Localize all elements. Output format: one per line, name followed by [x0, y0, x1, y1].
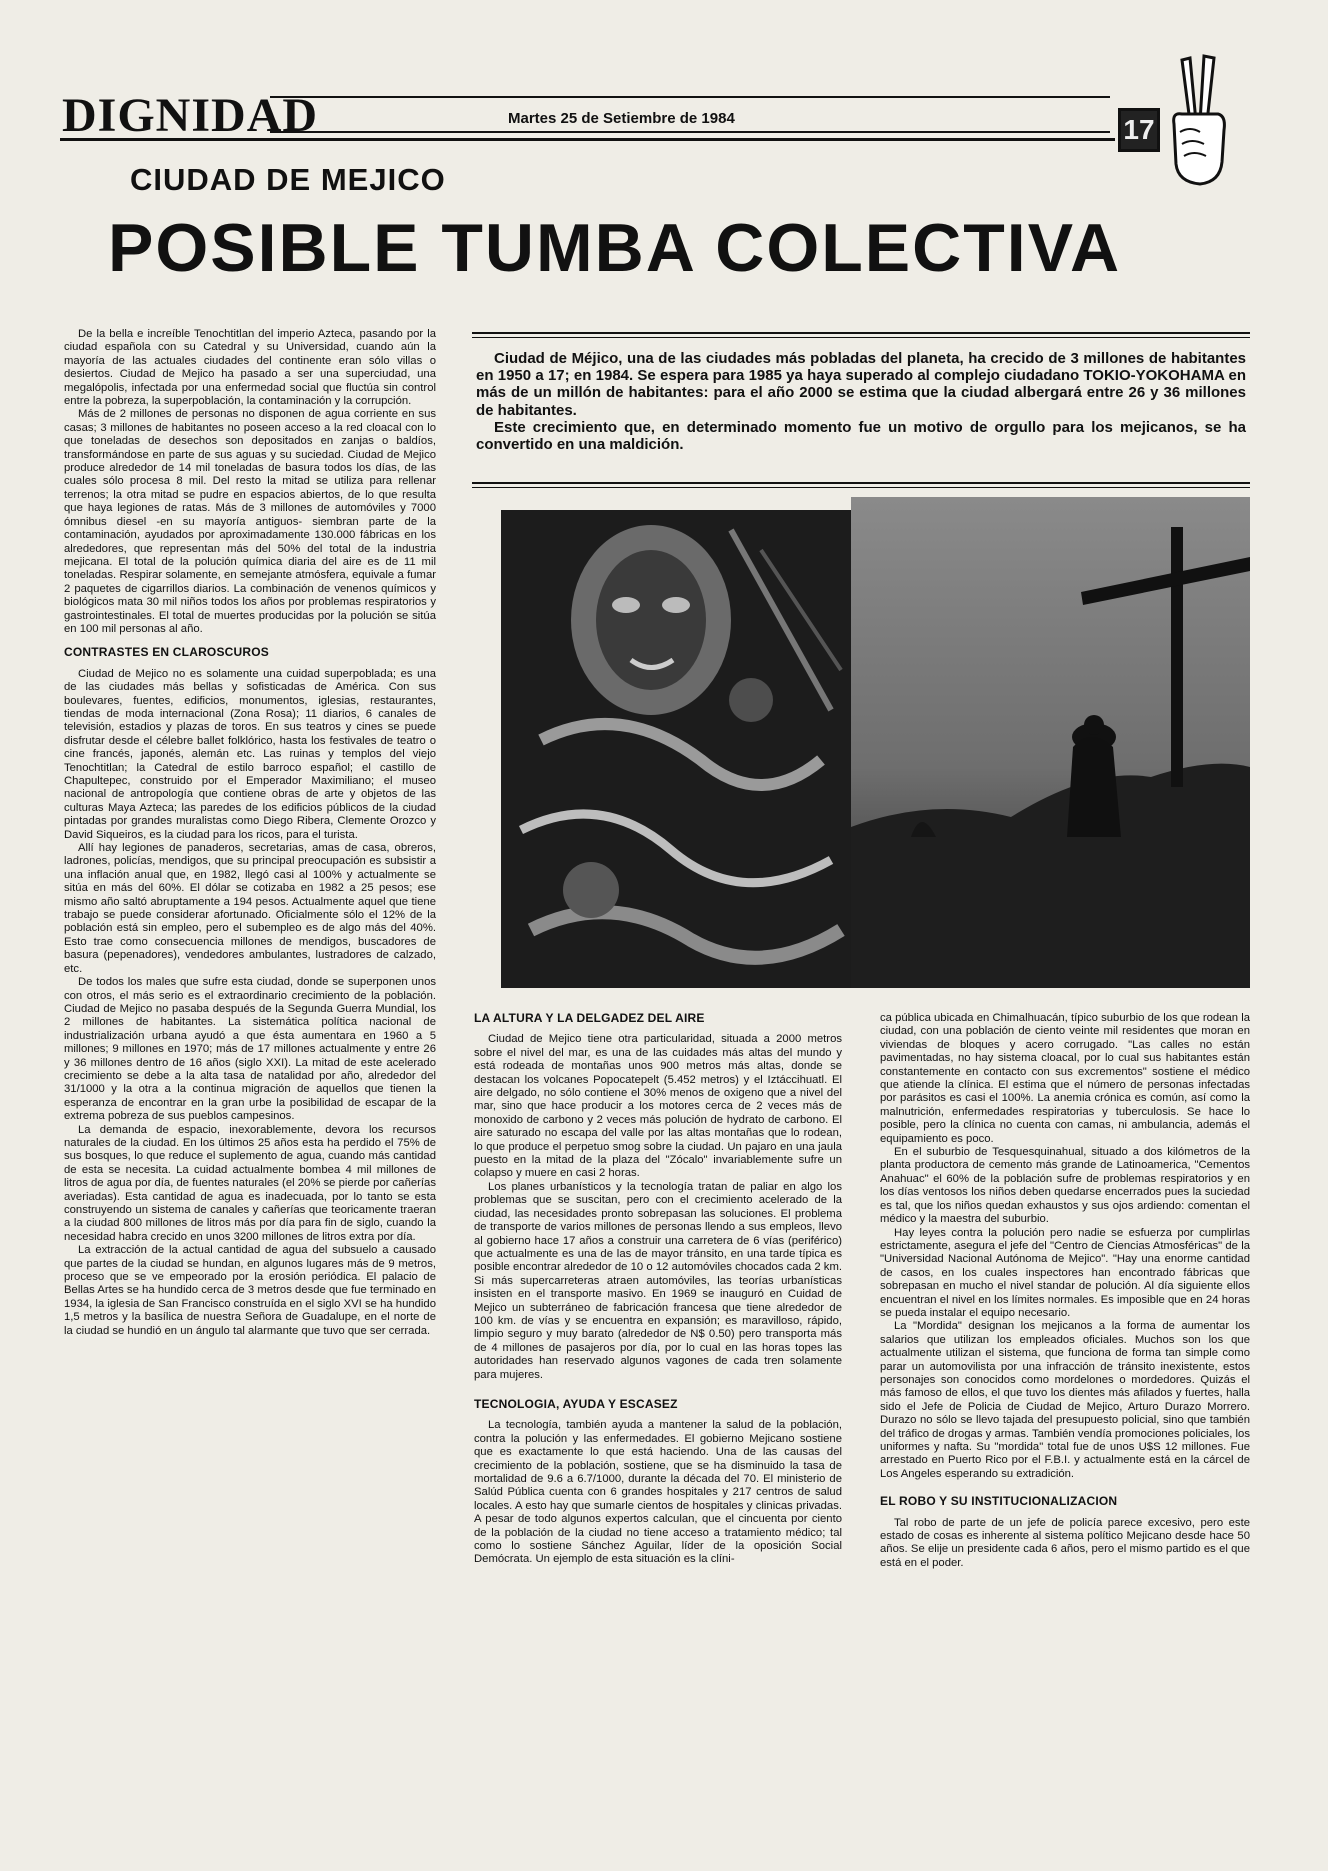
section-heading: EL ROBO Y SU INSTITUCIONALIZACION — [880, 1494, 1118, 1509]
paragraph: La extracción de la actual cantidad de agua del subsuelo a causado que partes de la ciudad se hundan, en algunos lugares más de 9 metros, proceso que se ve empeorado por la erosión periódica. El palacio de Bellas Artes se ha hundido cerca de 3 metros desde que fue terminado en 1934, la iglesia de San Francisco construída en el siglo XVI se ha hundido 1,5 metros y la basílica de nuestra Señora de Guadalupe, en el norte de la ciudad se hundió en un ángulo tal alarmante que tuvo que ser cerrada. — [64, 1244, 436, 1337]
lead-paragraph: Este crecimiento que, en determinado momento fue un motivo de orgullo para los mejicanos, se ha convertido en una maldición. — [476, 418, 1246, 454]
issue-date: Martes 25 de Setiembre de 1984 — [508, 110, 735, 127]
paragraph: De la bella e increíble Tenochtitlan del imperio Azteca, pasando por la ciudad española con su Catedral y su Universidad, cuando aún la mayoría de las actuales ciudades del continente eran sólo villas o desiertos. Ciudad de Mejico ha pasado a ser una superciudad, una megalópolis, infectada por una enfermedad social que fluctúa sin control entre la pobreza, la superpoblación, la contaminación y la corrupción. — [64, 328, 436, 408]
left-column — [64, 328, 436, 1338]
paragraph: Ciudad de Mejico no es solamente una cuidad superpoblada; es una de las ciudades más bellas y sofisticadas de América. Con sus boulevares, fuentes, edificios, monumentos, iglesias, restaurantes, tiendas de moda internacional (Zona Rosa); 11 diarios, 6 canales de televisión, estadios y plazas de toros. En sus teatros y cines se puede disfrutar desde el célebre ballet folklórico, hasta los festivales de teatro o cine francés, japonés, alemán etc. Las ruinas y templos del viejo Tenochtitlan; la Catedral de estilo barroco español; el castillo de Chapultepec, construido por el Emperador Maximiliano; el museo nacional de antropología que contiene obras de arte y objetos de las culturas Maya Azteca; las paredes de los edificios públicos de la ciudad pintadas por grandes muralistas como Diego Ribera, Clemente Orozco y David Siqueiros, es la ciudad para los ricos, para el turista. — [64, 667, 436, 841]
paragraph: Los planes urbanísticos y la tecnología tratan de paliar en algo los problemas que se suscitan, pero con el crecimiento acelerado de la ciudad, las necesidades pronto sobrepasan las soluciones. El problema de transporte de varios millones de personas llendo a sus empleos, llevo al gobierno hace 17 años a construir una carretera de 6 vías (periférico) que actualmente es una de las de mayor tránsito, en una tarde típica es posible encontrar alrededor de 10 o 12 automóviles chocados cada 2 km. Si más supercarreteras atraen automóviles, las teorías urbanísticas insisten en el transporte masivo. En 1969 se inauguró en Cuidad de Mejico un subterráneo de fabricación francesa que tiene alrededor de 100 km. de vías y se encuentra en expansión; es maravilloso, rápido, limpio seguro y muy barato (alrededor de N$ 0.50) pero transporta más de 4 millones de pasajeros por día, por lo cual en las horas topes las autoridades han reservado algunos vagones de cada tren solamente para mujeres. — [474, 1180, 842, 1381]
photo-mural — [501, 510, 851, 988]
paragraph: Tal robo de parte de un jefe de policía parece excesivo, pero este estado de cosas es inherente al sistema político Mejicano desde hace 50 años. Se elije un presidente cada 6 años, pero el mismo partido es el que está en el poder. — [880, 1516, 1250, 1569]
paragraph: La demanda de espacio, inexorablemente, devora los recursos naturales de la ciudad. En los últimos 25 años esta ha perdido el 75% de sus bosques, lo que reduce el suplemento de agua, cuando más cantidad de esta se necesita. La cuidad actualmente bombea 4 mil millones de litros de agua por día, de fuentes naturales (el 20% se pierde por cañerías averiadas). Esta cantidad de agua es inadecuada, por lo tanto se esta construyendo un sistema de canales y cañerías que teoricamente traeran a la ciudad 800 millones de litros más por día para fin de siglo, cuando la necesidad habra crecido en unos 3200 millones de litros extra por día. — [64, 1123, 436, 1243]
paragraph: De todos los males que sufre esta ciudad, donde se superponen unos con otros, el más serio es el extraordinario crecimiento de la población. Ciudad de Mejico no pasaba después de la Segunda Guerra Mundial, los 2 millones de habitantes. La sistemática política nacional de industrialización urbana ayudó a que ésta aumentara en 1960 a 5 millones; 9 millones en 1970; más de 17 millones actualmente y entre 26 y 36 millones dentro de 16 años (siglo XXI). La mitad de este acelerado crecimiento se debe a la alta tasa de natalidad por año, alrededor del 31/1000 y la otra a la continua migración de aquellos que tienen la esperanza de encontrar en la gran urbe la posibilidad de escapar de la extrema pobreza de sus pueblos campesinos. — [64, 976, 436, 1123]
lead-rule — [472, 332, 1250, 334]
lead-paragraph: Ciudad de Méjico, una de las ciudades más pobladas del planeta, ha crecido de 3 millones de habitantes en 1950 a 17; en 1984. Se espera para 1985 ya haya superado al complejo ciudadano TOKIO-YOKOHAMA en más de un millón de habitantes: para el año 2000 se estima que la ciudad albergará entre 26 y 36 millones de habitantes. — [476, 350, 1246, 419]
paragraph: Ciudad de Mejico tiene otra particularidad, situada a 2000 metros sobre el nivel del mar, es una de las cuidades más altas del mundo y está rodeada de montañas unos 900 metros más altas, donde se destacan los volcanes Popocatepelt (5.452 metros) y el Iztáccihuatl. El aire delgado, no sólo contiene el 30% menos de oxigeno que a nivel del mar, sino que hace producir a los motores cerca de 2 veces más de monoxido de carbono y 2 veces más polución de hydrato de carbono. El aire saturado no escapa del valle por las altas montañas que lo rodean, lo que produce el perpetuo smog sobre la ciudad. Un pajaro en una jaula puesto en la mitad de la plaza del "Zócalo" invariablemente sufre un colapso y muere en casi 2 horas. — [474, 1033, 842, 1180]
lead-rule — [472, 482, 1250, 484]
lead-rule — [472, 487, 1250, 488]
article-kicker: CIUDAD DE MEJICO — [130, 162, 446, 197]
paragraph: Allí hay legiones de panaderos, secretarias, amas de casa, obreros, ladrones, policías, mendigos, que su principal preocupación es subsistir a una inflación anual que, en 1982, llegó casi al 100% y actualmente se sitúa en más del 60%. El dólar se cotizaba en 1982 a 25 pesos; ese mismo año saltó abruptamente a 194 pesos. Actualmente aquel que tiene trabajo se puede considerar afortunado. Oficialmente sólo el 12% de la población está sin empleo, pero el subempleo es de algo más del 40%. Esto trae como consecuencia millones de mendigos, buscadores de basura (pepenadores), vendedores ambulantes, lustradores de calzado, etc. — [64, 842, 436, 975]
masthead-rule — [270, 96, 1110, 98]
masthead-divider — [60, 138, 1115, 141]
section-heading: TECNOLOGIA, AYUDA Y ESCASEZ — [474, 1396, 678, 1411]
paragraph: La "Mordida" designan los mejicanos a la forma de aumentar los salarios que utilizan los empleados oficiales. Muchos son los que actualmente utilizan el sistema, que funciona de forma tan simple como parar un automovilista por una infracción de tránsito inexistente, estos personajes son conocidos como mordelones o mordedores. Quizás el más famoso de ellos, el que tuvo los dientes más afilados y fuertes, halla sido el Jefe de Policia de Ciudad de Mejico, Arturo Durazo Morrero. Durazo no sólo se llevo tajada del presupuesto policial, sino que también del tráfico de drogas y armas. También vendía promociones policiales, los uniformes y nafta. Su "mordida" total fue de unos U$S 12 millones. Fue arrestado en Puerto Rico por el F.B.I. y actualmente está en la cárcel de Los Angeles esperando su extradición. — [880, 1320, 1250, 1480]
paragraph: Más de 2 millones de personas no disponen de agua corriente en sus casas; 3 millones de habitantes no poseen acceso a la red cloacal con lo que toneladas de desechos son depositados en zanjas o baldíos, transformándose en parte de sus aguas y su suciedad. Ciudad de Mejico produce alrededor de 14 mil toneladas de basura todos los días, de las cuales sólo procesa 8 mil. Del resto la mitad se utiliza para rellenar terrenos; la otra mitad se pudre en espacios abiertos, de lo que resulta que haya legiones de ratas. Más de 3 millones de automóviles y 7000 ómnibus diesel -en su mayoría antiguos- siembran parte de la contaminación, ayudados por aproximadamente 130.000 fábricas en los alrededores, que representan más del 50% del total de la industria mejicana. El total de la polución química diaria del aire es de 11 mil toneladas. Respirar solamente, en semejante atmósfera, equivale a fumar 2 paquetes de cigarrillos diarios. La combinación de venenos químicos y biológicos mata 30 mil niños todos los años por problemas respiratorios y gastrointestinales. El total de muertes producidas por la polución se sitúa en 100 mil personas al año. — [64, 408, 436, 635]
victory-hand-icon — [1160, 52, 1230, 192]
masthead-rule — [270, 131, 1110, 133]
lead-rule — [472, 337, 1250, 338]
paragraph: ca pública ubicada en Chimalhuacán, típico suburbio de los que rodean la ciudad, con una población de ciento veinte mil residentes que moran en viviendas de bloques y acero corrugado. "Las calles no están pavimentadas, no hay sistema cloacal, por lo cual sus habitantes están constantemente en contacto con sus excrementos" sostiene el médico que atiende la clínica. El estima que el número de personas infectadas por parásitos es casi el 100%. La anemia crónica es común, así como la malnutrición, enfermedades respiratorias y tuberculosis. Se hace lo posible, pero la clínica no cuenta con camas, ni ambulancia, además el equipamiento es poco. — [880, 1012, 1250, 1145]
paper-name: DIGNIDAD — [62, 89, 319, 142]
photo-cross-hill — [851, 497, 1250, 988]
right-column — [880, 1012, 1250, 1570]
section-heading: CONTRASTES EN CLAROSCUROS — [64, 645, 270, 660]
paragraph: La tecnología, también ayuda a mantener la salud de la población, contra la polución y las enfermedades. El gobierno Mejicano sostiene que es exactamente lo que está haciendo. Una de las causas del crecimiento de la población, sostiene, que se ha disminuido la tasa de mortalidad de 9.6 a 6.7/1000, durante la década del 70. El ministerio de Salúd Pública cuenta con 6 grandes hospitales y 217 centros de salud locales. A esto hay que sumarle cientos de hospitales y clinicas privadas. A pesar de todo algunos expertos calculan, que el cincuenta por ciento de la población de la ciudad no tiene acceso a tratamiento médico; tal como lo sostiene Sánchez Aguilar, líder de la oposición Social Demócrata. Un ejemplo de esta situación es la clíni- — [474, 1419, 842, 1566]
paragraph: Hay leyes contra la polución pero nadie se esfuerza por cumplirlas estrictamente, asegura el jefe del "Centro de Ciencias Atmosféricas" de la "Universidad Nacional Autónoma de Mejico". "Hay una enorme cantidad de casos, en los cuales inspectores han encontrado fábricas que sobrepasan en mucho el nivel standar de polución. Al día siguiente ellos encuentran el nivel en los límites normales. Es imposible que en 24 horas se pueda instalar el equipo necesario. — [880, 1226, 1250, 1319]
page-number: 17 — [1118, 108, 1160, 152]
middle-column — [474, 1012, 842, 1567]
article-headline: POSIBLE TUMBA COLECTIVA — [108, 210, 1122, 286]
paragraph: En el suburbio de Tesquesquinahual, situado a dos kilómetros de la planta productora de cemento más grande de Latinoamerica, "Cementos Anahuac" el 60% de la población sufre de problemas respiratorios y en los días ventosos los niños deben quedarse encerrados pues la suciedad es tal, que los niños quedan exhaustos y sus ojos ardiendo: comentan el médico y la maestra del suburbio. — [880, 1146, 1250, 1226]
lead-paragraph-block — [476, 350, 1246, 453]
section-heading: LA ALTURA Y LA DELGADEZ DEL AIRE — [474, 1011, 705, 1025]
